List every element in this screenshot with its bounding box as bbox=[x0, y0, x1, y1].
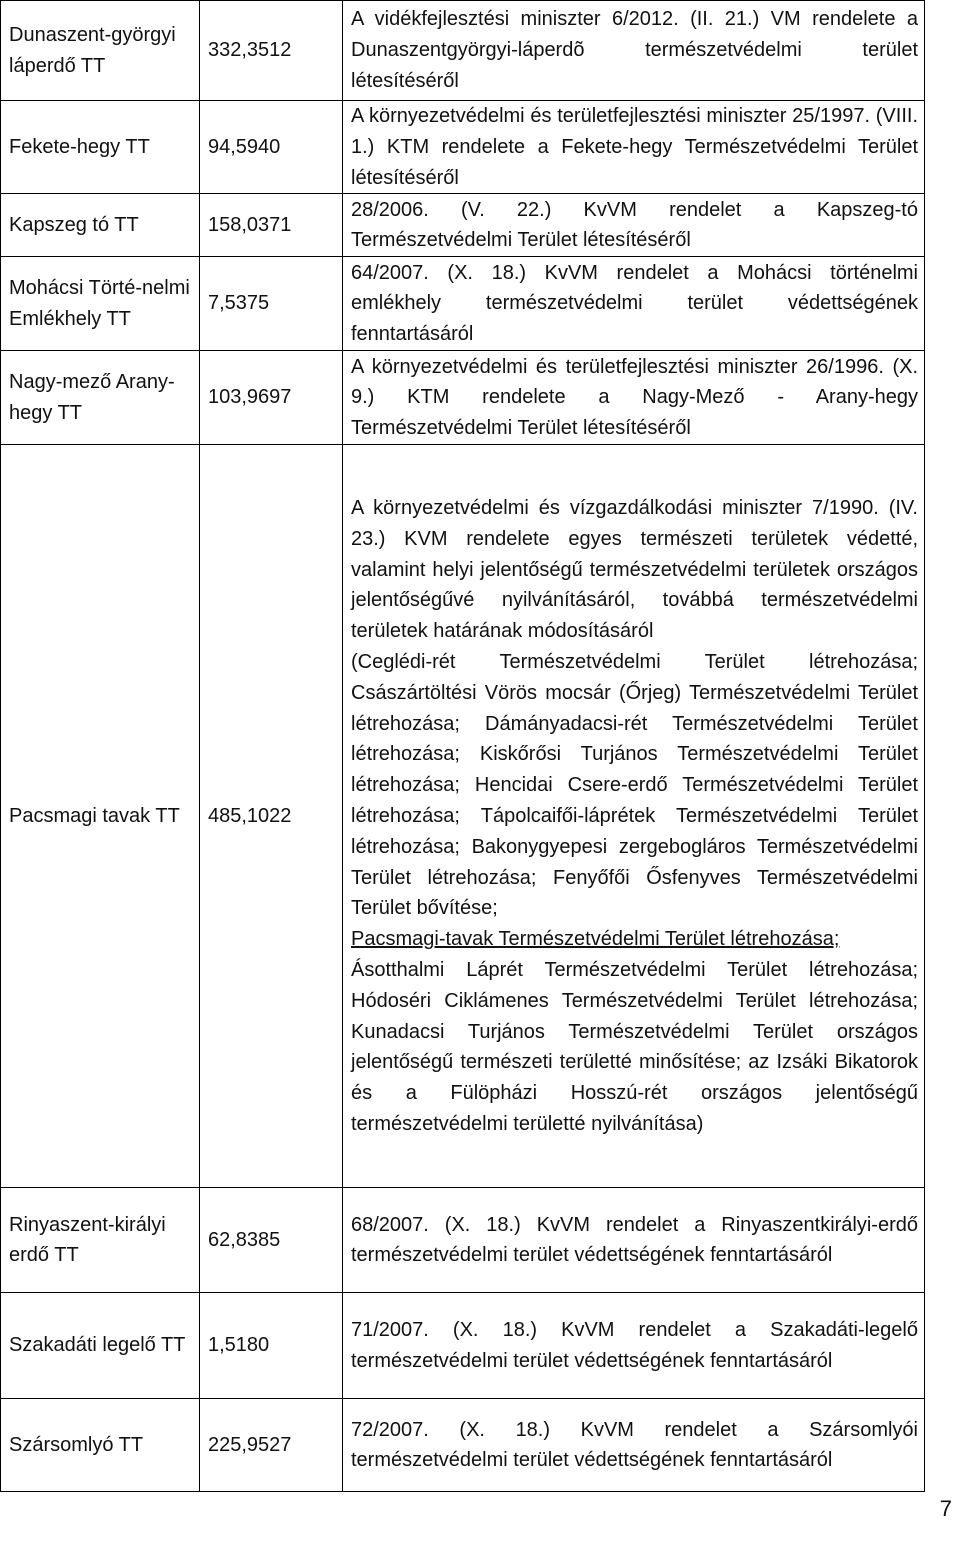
area-name: Pacsmagi tavak TT bbox=[1, 445, 200, 1188]
table-row bbox=[1, 445, 925, 1188]
decree-text: (Ceglédi-rét Természetvédelmi Terület létrehozása; Császártöltési Vörös mocsár (Őrjeg) Természetvédelmi Terület létrehozása; Dámányadacsi-rét Természetvédelmi Terület létrehozása; Kiskőrősi Turjános Természetvédelmi Terület létrehozása; Hencidai Csere-erdő Természetvédelmi Terület létrehozása; Tápolcaifői-láprétek Természetvédelmi Terület létrehozása; Bakonygyepesi zergebogláros Természetvédelmi Terület létrehozása; Fenyőfői Ősfenyves Természetvédelmi Terület bővítése; bbox=[351, 651, 918, 920]
area-size: 1,5180 bbox=[200, 1293, 343, 1399]
area-size: 103,9697 bbox=[200, 351, 343, 445]
decree-text: Ásotthalmi Láprét Természetvédelmi Terület létrehozása; Hódoséri Ciklámenes Természetvédelmi Terület létrehozása; Kunadacsi Turjános Természetvédelmi Terület országos jelentőségű természeti területté minősítése; az Izsáki Bikatorok és a Fülöpházi Hosszú-rét országos jelentőségű természetvédelmi területté nyilvánítása) bbox=[351, 958, 918, 1135]
decree-text: 71/2007. (X. 18.) KvVM rendelet a Szakadáti-legelő természetvédelmi terület védettségének fenntartásáról bbox=[351, 1319, 918, 1372]
table-row bbox=[1, 101, 925, 194]
area-size: 158,0371 bbox=[200, 194, 343, 257]
table-row bbox=[1, 1, 925, 101]
decree-cell bbox=[343, 351, 925, 445]
table-row bbox=[1, 194, 925, 257]
area-size: 62,8385 bbox=[200, 1188, 343, 1293]
decree-text: 72/2007. (X. 18.) KvVM rendelet a Szársomlyói természetvédelmi terület védettségének fenntartásáról bbox=[351, 1418, 918, 1472]
area-name: Szársomlyó TT bbox=[1, 1399, 200, 1492]
decree-underlined-text: Pacsmagi-tavak Természetvédelmi Terület létrehozása; bbox=[351, 928, 840, 951]
area-name: Kapszeg tó TT bbox=[1, 194, 200, 257]
area-name: Szakadáti legelő TT bbox=[1, 1293, 200, 1399]
table-row bbox=[1, 1188, 925, 1293]
decree-text: A vidékfejlesztési miniszter 6/2012. (II. 21.) VM rendelete a Dunaszentgyörgyi-láperdõ természetvédelmi terület létesítéséről bbox=[351, 8, 918, 92]
table-row bbox=[1, 257, 925, 351]
decree-text: 64/2007. (X. 18.) KvVM rendelet a Mohácsi történelmi emlékhely természetvédelmi terület védettségének fenntartásáról bbox=[351, 261, 918, 346]
area-name: Rinyaszent-királyi erdő TT bbox=[1, 1188, 200, 1293]
page-number: 7 bbox=[939, 1496, 952, 1521]
area-size: 225,9527 bbox=[200, 1399, 343, 1492]
area-size: 7,5375 bbox=[200, 257, 343, 351]
decree-text: 28/2006. (V. 22.) KvVM rendelet a Kapszeg-tó Természetvédelmi Terület létesítéséről bbox=[351, 198, 918, 252]
decree-cell bbox=[343, 1, 925, 101]
area-size: 94,5940 bbox=[200, 101, 343, 194]
decree-cell bbox=[343, 194, 925, 257]
area-name: Fekete-hegy TT bbox=[1, 101, 200, 194]
decree-cell bbox=[343, 257, 925, 351]
decree-text: A környezetvédelmi és vízgazdálkodási miniszter 7/1990. (IV. 23.) KVM rendelete egyes természeti területek védetté, valamint helyi jelentőségű természetvédelmi területek országos jelentőségűvé nyilvánításáról, továbbá természetvédelmi területek határának módosításáról bbox=[351, 497, 918, 643]
area-size: 485,1022 bbox=[200, 445, 343, 1188]
decree-text: A környezetvédelmi és területfejlesztési miniszter 26/1996. (X. 9.) KTM rendelete a Nagy-Mező - Arany-hegy Természetvédelmi Terület létesítéséről bbox=[351, 355, 918, 440]
area-size: 332,3512 bbox=[200, 1, 343, 101]
decree-cell bbox=[343, 1293, 925, 1399]
decree-text: A környezetvédelmi és területfejlesztési miniszter 25/1997. (VIII. 1.) KTM rendelete a Fekete-hegy Természetvédelmi Terület létesítéséről bbox=[351, 105, 918, 189]
table-row bbox=[1, 351, 925, 445]
area-name: Nagy-mező Arany-hegy TT bbox=[1, 351, 200, 445]
table-row bbox=[1, 1399, 925, 1492]
area-name: Mohácsi Törté-nelmi Emlékhely TT bbox=[1, 257, 200, 351]
decree-cell bbox=[343, 445, 925, 1188]
area-name: Dunaszent-györgyi láperdő TT bbox=[1, 1, 200, 101]
decree-cell bbox=[343, 101, 925, 194]
decree-text: 68/2007. (X. 18.) KvVM rendelet a Rinyaszentkirályi-erdő természetvédelmi terület védettségének fenntartásáról bbox=[351, 1213, 918, 1267]
decree-cell bbox=[343, 1399, 925, 1492]
table-row bbox=[1, 1293, 925, 1399]
decree-cell bbox=[343, 1188, 925, 1293]
